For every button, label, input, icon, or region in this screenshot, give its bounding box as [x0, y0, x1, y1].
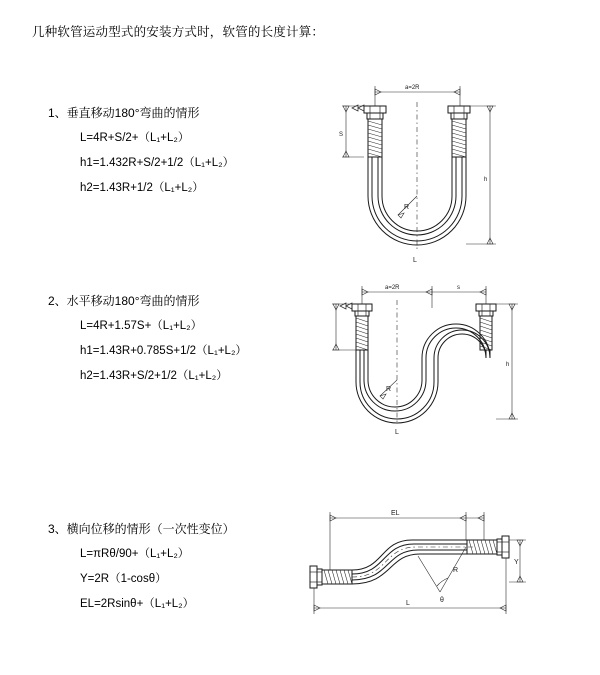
section-1-title: 1、垂直移动180°弯曲的情形 [48, 106, 200, 120]
dim-label-a2r: a=2R [405, 85, 420, 91]
formula-block-1 [48, 104, 298, 204]
section-1-formula-2: h1=1.432R+S/2+1/2（L₁+L₂） [80, 157, 235, 169]
formula-block-2 [48, 292, 298, 392]
section-3-formula-1: L=πRθ/90+（L₁+L₂） [80, 548, 190, 560]
dim-label-s-2: s [457, 285, 460, 291]
section-1-formula-1: L=4R+S/2+（L₁+L₂） [80, 132, 190, 144]
dim-label-h-2: h [506, 362, 510, 368]
figure-vertical-movement [300, 76, 530, 286]
figure-lateral-offset [288, 496, 538, 636]
section-1-formula-3: h2=1.43R+1/2（L₁+L₂） [80, 182, 204, 194]
dim-label-el: EL [391, 510, 400, 517]
dim-label-r: R [404, 204, 410, 211]
dim-label-a2r-2: a=2R [385, 285, 400, 291]
section-3-title: 3、横向位移的情形（一次性变位） [48, 522, 235, 536]
section-2-formula-1: L=4R+1.57S+（L₁+L₂） [80, 320, 203, 332]
dim-label-theta: θ [440, 597, 444, 604]
figure-horizontal-movement [300, 274, 530, 454]
dim-label-l: L [413, 257, 417, 264]
formula-block-3 [48, 520, 298, 620]
dim-label-y: Y [514, 559, 519, 566]
dim-label-s: S [339, 132, 344, 138]
section-2-formula-3: h2=1.43R+S/2+1/2（L₁+L₂） [80, 370, 228, 382]
dim-label-h: h [484, 177, 488, 183]
section-3-formula-2: Y=2R（1-cosθ） [80, 573, 167, 585]
dim-label-r-3: R [453, 567, 459, 574]
page-title: 几种软管运动型式的安装方式时，软管的长度计算： [32, 25, 325, 39]
section-2-formula-2: h1=1.43R+0.785S+1/2（L₁+L₂） [80, 345, 247, 357]
section-2-title: 2、水平移动180°弯曲的情形 [48, 294, 200, 308]
dim-label-l-3: L [406, 600, 410, 607]
dim-label-r-2: R [386, 386, 392, 393]
dim-label-l-2: L [395, 429, 399, 436]
section-3-formula-3: EL=2Rsinθ+（L₁+L₂） [80, 598, 195, 610]
